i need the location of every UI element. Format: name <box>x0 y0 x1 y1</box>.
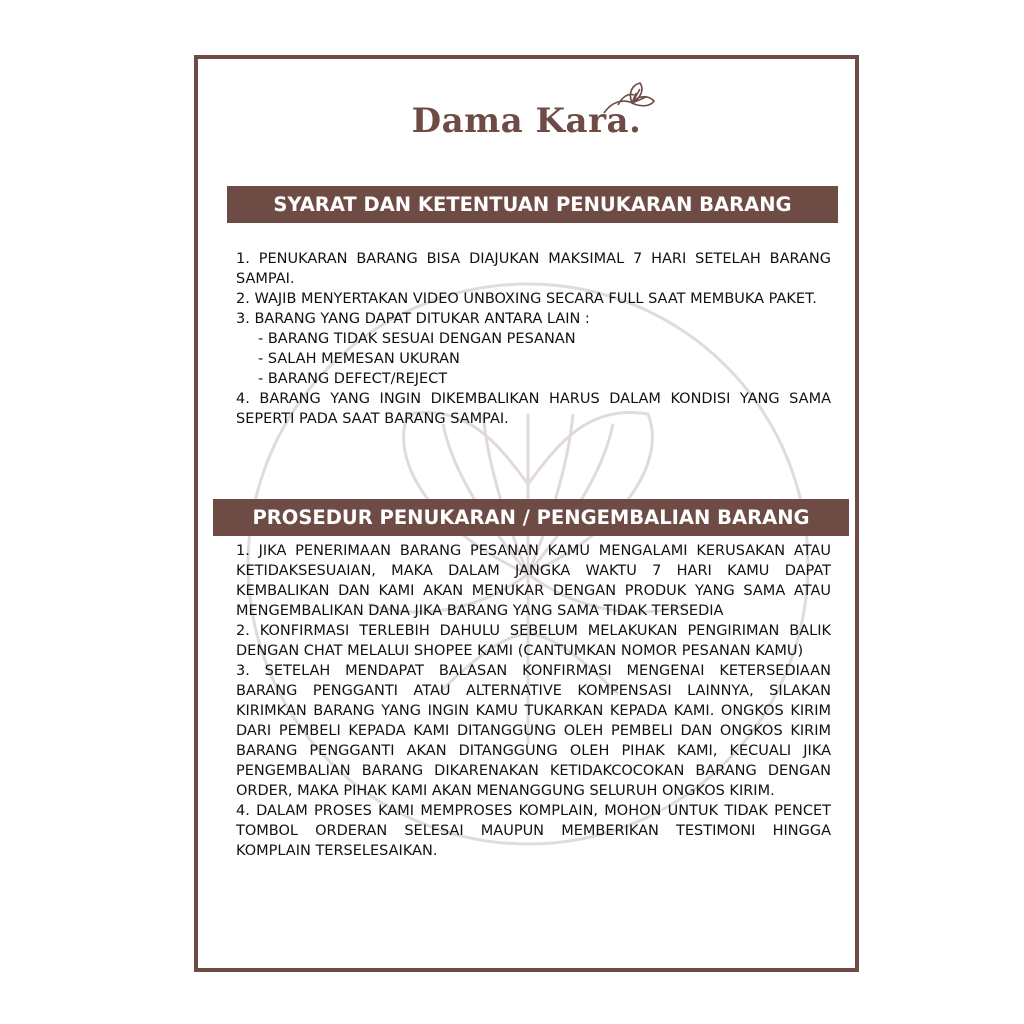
terms-item-3: 3. BARANG YANG DAPAT DITUKAR ANTARA LAIN : <box>236 311 590 327</box>
section-title-terms: SYARAT DAN KETENTUAN PENUKARAN BARANG <box>227 186 838 223</box>
terms-subitem-1: - BARANG TIDAK SESUAI DENGAN PESANAN <box>258 331 576 347</box>
procedure-item-3: 3. SETELAH MENDAPAT BALASAN KONFIRMASI MENGENAI KETERSEDIAAN BARANG PENGGANTI ATAU ALTERNATIVE KOMPENSASI LAINNYA, SILAKAN KIRIMKAN BARANG YANG INGIN KAMU TUKARKAN KEPADA KAMI. ONGKOS KIRIM DARI PEMBELI KEPADA KAMI DITANGGUNG OLEH PEMBELI DAN ONGKOS KIRIM BARANG PENGGANTI AKAN DITANGGUNG OLEH PIHAK KAMI, KECUALI JIKA PENGEMBALIAN BARANG DIKARENAKAN KETIDAKCOCOKAN BARANG DENGAN ORDER, MAKA PIHAK KAMI AKAN MENANGGUNG SELURUH ONGKOS KIRIM. <box>236 663 831 799</box>
procedure-item-4: 4. DALAM PROSES KAMI MEMPROSES KOMPLAIN, MOHON UNTUK TIDAK PENCET TOMBOL ORDERAN SELESAI MAUPUN MEMBERIKAN TESTIMONI HINGGA KOMPLAIN TERSELESAIKAN. <box>236 803 831 859</box>
terms-item-2: 2. WAJIB MENYERTAKAN VIDEO UNBOXING SECARA FULL SAAT MEMBUKA PAKET. <box>236 291 817 307</box>
terms-list <box>236 249 831 429</box>
terms-subitem-3: - BARANG DEFECT/REJECT <box>258 371 448 387</box>
procedure-item-1: 1. JIKA PENERIMAAN BARANG PESANAN KAMU MENGALAMI KERUSAKAN ATAU KETIDAKSESUAIAN, MAKA DALAM JANGKA WAKTU 7 HARI KAMU DAPAT KEMBALIKAN DAN KAMI AKAN MENUKAR DENGAN PRODUK YANG SAMA ATAU MENGEMBALIKAN DANA JIKA BARANG YANG SAMA TIDAK TERSEDIA <box>236 543 831 619</box>
procedure-item-2: 2. KONFIRMASI TERLEBIH DAHULU SEBELUM MELAKUKAN PENGIRIMAN BALIK DENGAN CHAT MELALUI SHOPEE KAMI (CANTUMKAN NOMOR PESANAN KAMU) <box>236 623 831 659</box>
terms-item-1: 1. PENUKARAN BARANG BISA DIAJUKAN MAKSIMAL 7 HARI SETELAH BARANG SAMPAI. <box>236 251 831 287</box>
policy-card <box>194 55 859 972</box>
brand-logo: Dama Kara. <box>411 101 642 141</box>
terms-subitem-2: - SALAH MEMESAN UKURAN <box>258 351 460 367</box>
procedure-list <box>236 541 831 861</box>
terms-item-4: 4. BARANG YANG INGIN DIKEMBALIKAN HARUS DALAM KONDISI YANG SAMA SEPERTI PADA SAAT BARANG SAMPAI. <box>236 391 831 427</box>
section-title-procedure: PROSEDUR PENUKARAN / PENGEMBALIAN BARANG <box>213 499 849 536</box>
